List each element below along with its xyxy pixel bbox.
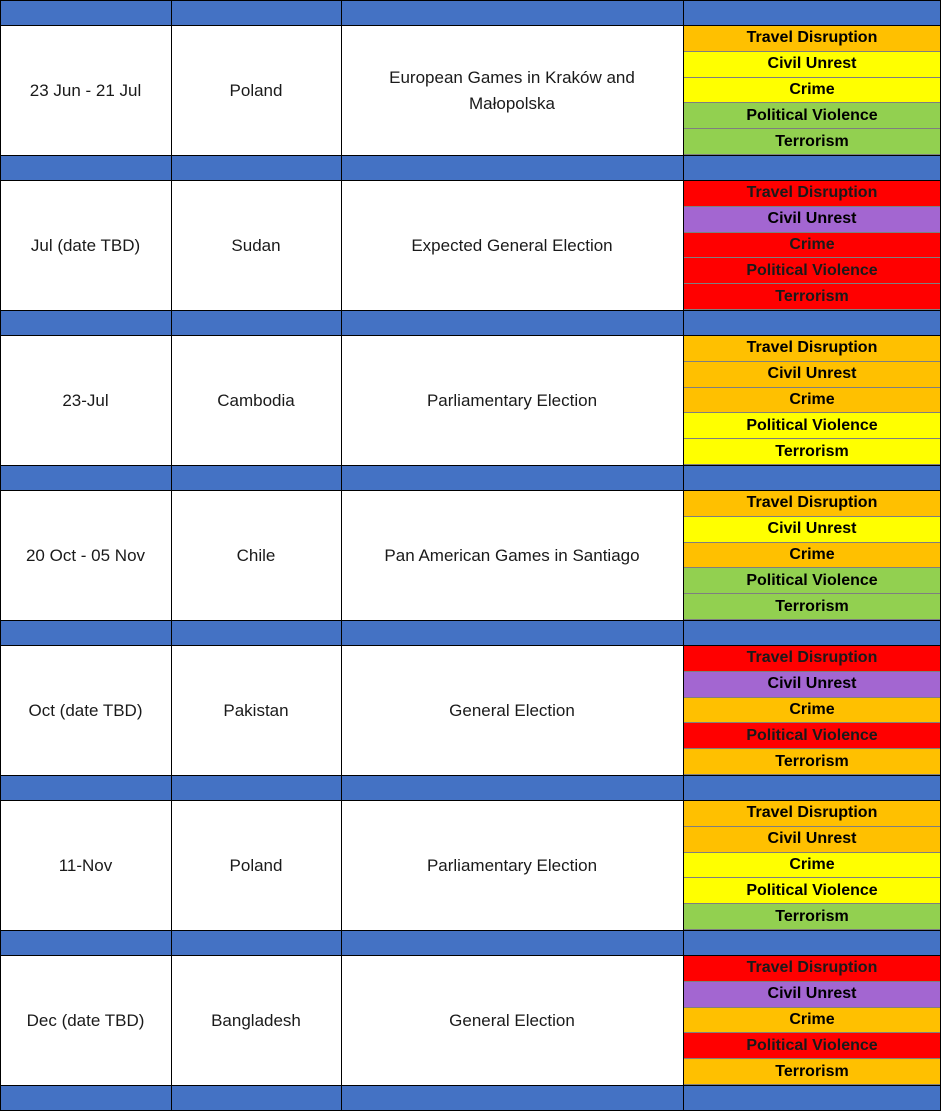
risk-political-violence: Political Violence bbox=[684, 413, 940, 439]
risk-civil-unrest: Civil Unrest bbox=[684, 672, 940, 698]
risk-civil-unrest: Civil Unrest bbox=[684, 982, 940, 1008]
risk-civil-unrest: Civil Unrest bbox=[684, 517, 940, 543]
event-name-cell: Parliamentary Election bbox=[426, 390, 598, 410]
event-name-cell: General Election bbox=[449, 700, 575, 720]
risk-crime: Crime bbox=[684, 1008, 940, 1034]
risk-political-violence: Political Violence bbox=[684, 878, 940, 904]
country-cell: Pakistan bbox=[223, 700, 289, 720]
separator-row bbox=[0, 620, 941, 646]
risk-terrorism: Terrorism bbox=[684, 904, 940, 930]
risk-civil-unrest: Civil Unrest bbox=[684, 827, 940, 853]
separator-row bbox=[0, 465, 941, 491]
date-cell: Jul (date TBD) bbox=[30, 235, 141, 255]
country-cell: Cambodia bbox=[217, 390, 295, 410]
risk-travel-disruption: Travel Disruption bbox=[684, 336, 940, 362]
risk-travel-disruption: Travel Disruption bbox=[684, 491, 940, 517]
risk-travel-disruption: Travel Disruption bbox=[684, 801, 940, 827]
event-name-cell: Pan American Games in Santiago bbox=[384, 545, 640, 565]
separator-row bbox=[0, 1085, 941, 1111]
country-cell: Poland bbox=[229, 855, 283, 875]
risk-ratings bbox=[684, 956, 940, 1085]
event-row bbox=[0, 491, 941, 620]
event-row bbox=[0, 336, 941, 465]
date-cell: 23-Jul bbox=[62, 390, 109, 410]
risk-ratings bbox=[684, 801, 940, 930]
risk-ratings bbox=[684, 26, 940, 155]
column-divider bbox=[171, 0, 172, 1111]
risk-terrorism: Terrorism bbox=[684, 129, 940, 155]
separator-row bbox=[0, 0, 941, 26]
date-cell: Dec (date TBD) bbox=[26, 1010, 145, 1030]
date-cell: 20 Oct - 05 Nov bbox=[25, 545, 146, 565]
event-row bbox=[0, 646, 941, 775]
risk-terrorism: Terrorism bbox=[684, 594, 940, 620]
risk-civil-unrest: Civil Unrest bbox=[684, 207, 940, 233]
separator-row bbox=[0, 155, 941, 181]
event-row bbox=[0, 181, 941, 310]
risk-ratings bbox=[684, 181, 940, 310]
risk-political-violence: Political Violence bbox=[684, 258, 940, 284]
separator-row bbox=[0, 310, 941, 336]
risk-travel-disruption: Travel Disruption bbox=[684, 181, 940, 207]
risk-crime: Crime bbox=[684, 388, 940, 414]
event-row bbox=[0, 956, 941, 1085]
risk-crime: Crime bbox=[684, 853, 940, 879]
event-name-cell: European Games in Kraków and Małopolska bbox=[389, 67, 635, 113]
date-cell: 23 Jun - 21 Jul bbox=[29, 80, 142, 100]
risk-crime: Crime bbox=[684, 698, 940, 724]
event-name-cell: Parliamentary Election bbox=[426, 855, 598, 875]
event-name-cell: Expected General Election bbox=[411, 235, 613, 255]
risk-crime: Crime bbox=[684, 233, 940, 259]
risk-travel-disruption: Travel Disruption bbox=[684, 956, 940, 982]
risk-ratings bbox=[684, 491, 940, 620]
event-row bbox=[0, 801, 941, 930]
risk-civil-unrest: Civil Unrest bbox=[684, 52, 940, 78]
event-row bbox=[0, 26, 941, 155]
risk-travel-disruption: Travel Disruption bbox=[684, 646, 940, 672]
risk-terrorism: Terrorism bbox=[684, 284, 940, 310]
risk-ratings bbox=[684, 336, 940, 465]
risk-political-violence: Political Violence bbox=[684, 1033, 940, 1059]
risk-political-violence: Political Violence bbox=[684, 568, 940, 594]
risk-terrorism: Terrorism bbox=[684, 749, 940, 775]
country-cell: Poland bbox=[229, 80, 283, 100]
risk-political-violence: Political Violence bbox=[684, 723, 940, 749]
risk-political-violence: Political Violence bbox=[684, 103, 940, 129]
event-name-cell: General Election bbox=[449, 1010, 575, 1030]
risk-crime: Crime bbox=[684, 78, 940, 104]
risk-terrorism: Terrorism bbox=[684, 1059, 940, 1085]
country-cell: Bangladesh bbox=[211, 1010, 301, 1030]
column-divider bbox=[683, 0, 684, 1111]
column-divider bbox=[341, 0, 342, 1111]
risk-civil-unrest: Civil Unrest bbox=[684, 362, 940, 388]
date-cell: Oct (date TBD) bbox=[28, 700, 143, 720]
country-cell: Chile bbox=[236, 545, 276, 565]
risk-ratings bbox=[684, 646, 940, 775]
risk-travel-disruption: Travel Disruption bbox=[684, 26, 940, 52]
separator-row bbox=[0, 930, 941, 956]
country-cell: Sudan bbox=[231, 235, 281, 255]
risk-terrorism: Terrorism bbox=[684, 439, 940, 465]
separator-row bbox=[0, 775, 941, 801]
date-cell: 11-Nov bbox=[58, 855, 113, 875]
risk-crime: Crime bbox=[684, 543, 940, 569]
